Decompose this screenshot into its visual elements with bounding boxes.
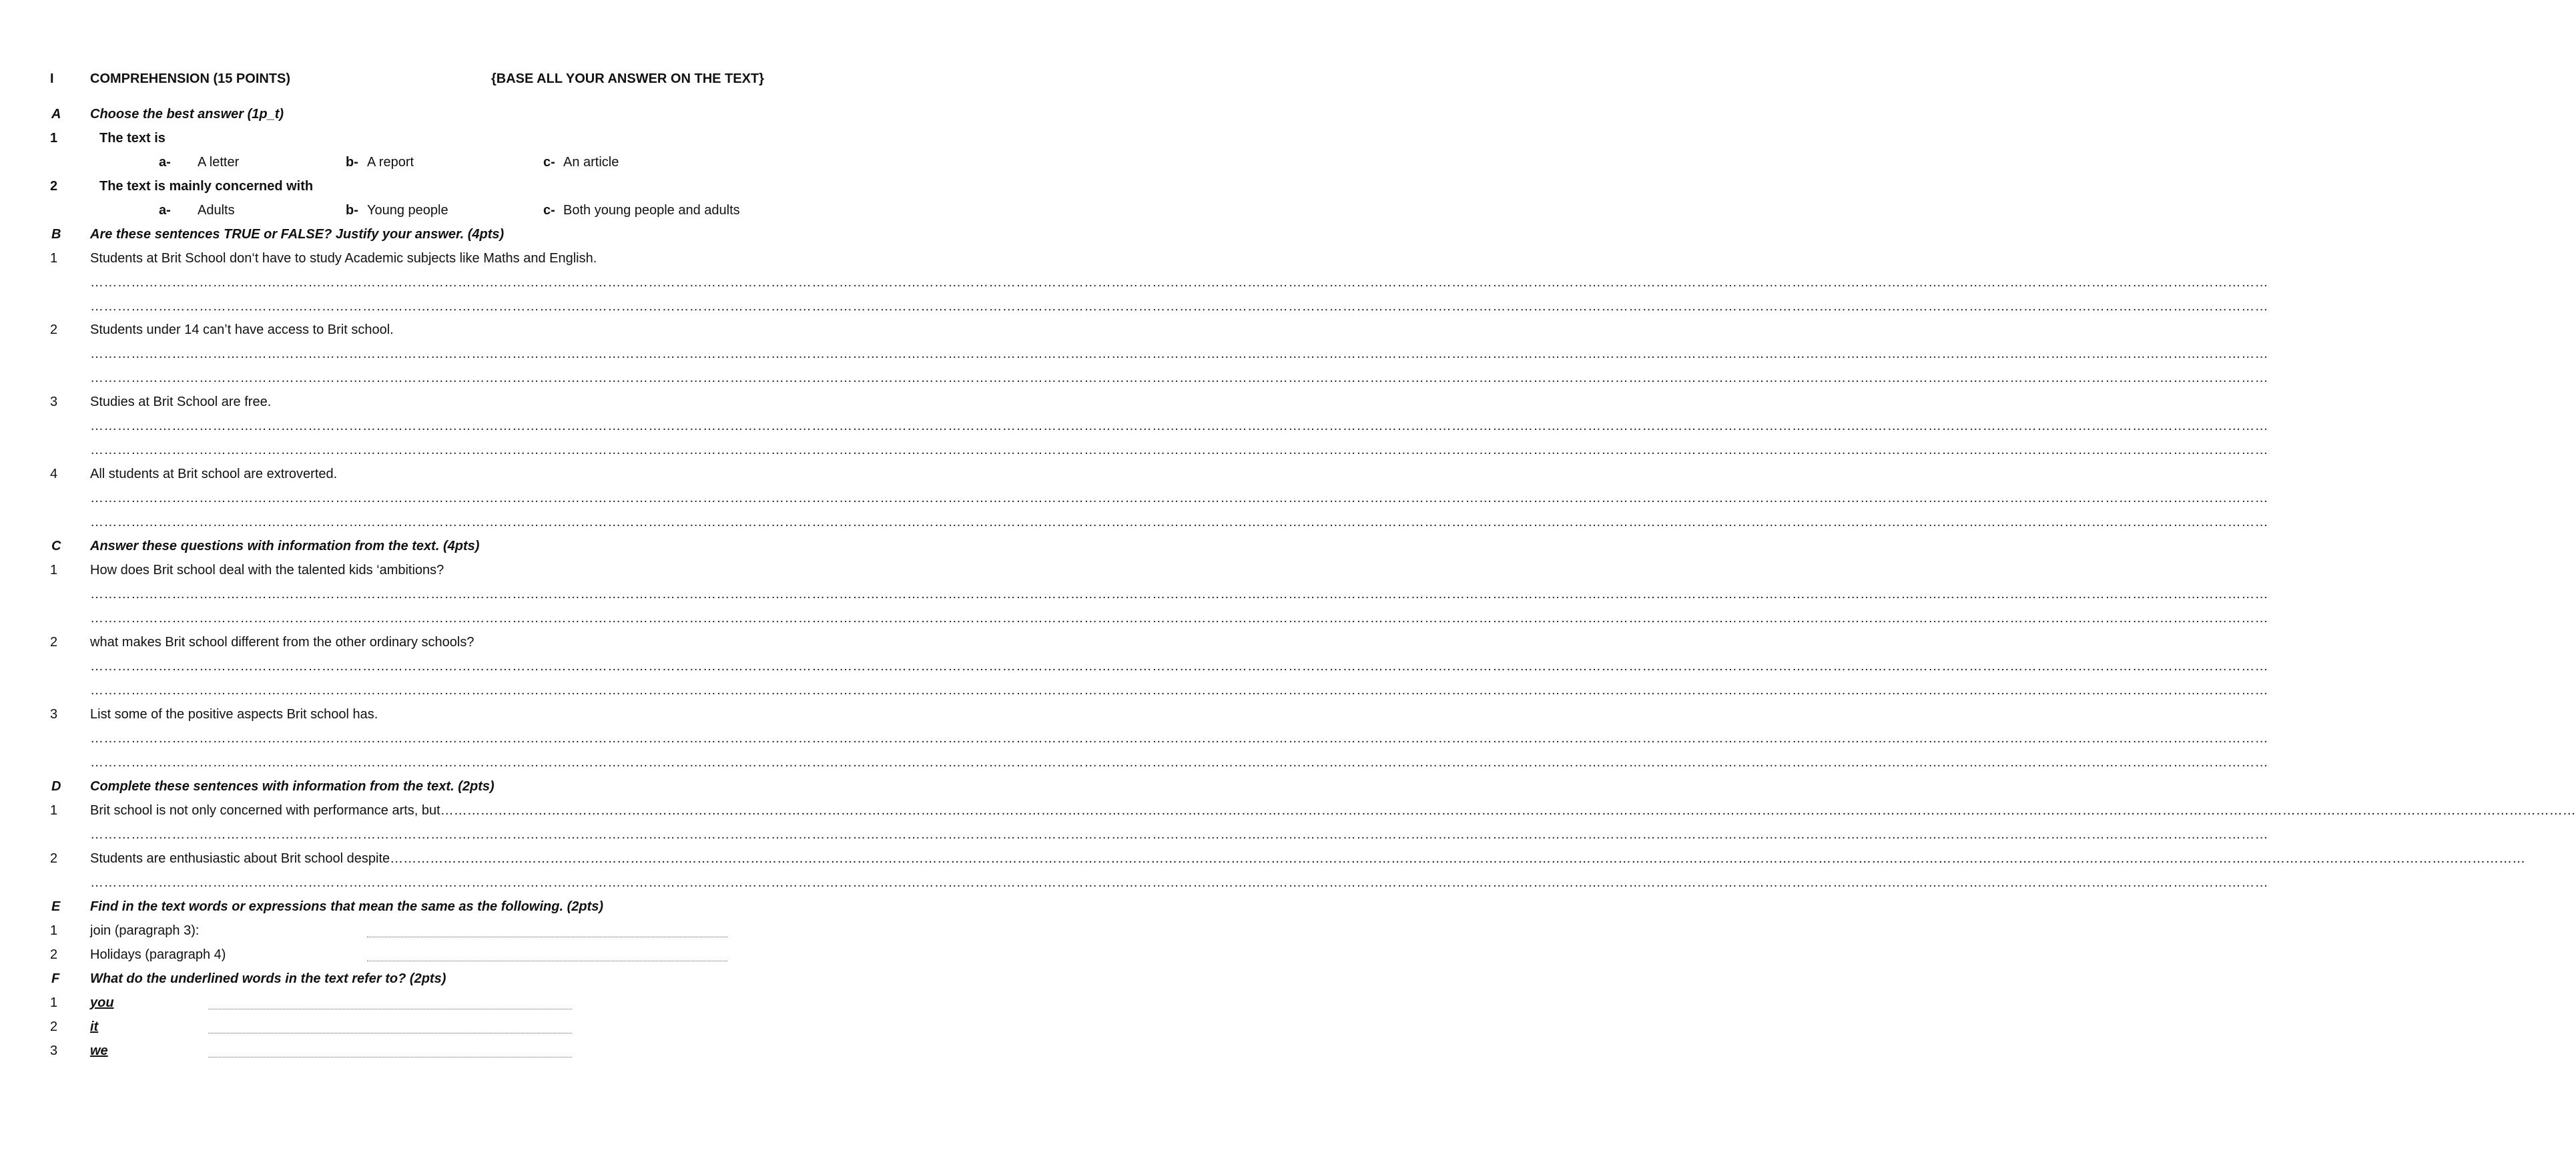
answer-line[interactable]: …………………………………………………………………………………………………………………………………………………………………………………………………………………………………………………………………………………………………………………………………………………………………………………………………………………………………………: [90, 299, 2268, 314]
item-text: Students under 14 can’t have access to Brit school.: [90, 322, 394, 337]
option-mark: a-: [159, 203, 171, 218]
answer-line[interactable]: …………………………………………………………………………………………………………………………………………………………………………………………………………………………………………………………………………………………………………………………………………………………………………………………………………………………………………: [90, 875, 2268, 890]
option-mark: c-: [543, 155, 555, 170]
answer-line[interactable]: …………………………………………………………………………………………………………………………………………………………………………………………………………………………………………………………………………………………………………………………………………………………………………………………………………………………………………: [90, 419, 2268, 433]
answer-line[interactable]: …………………………………………………………………………………………………………………………………………………………………………………………………………………………………………………………………………………………………………………………………………………………………………………………………………………………………………: [90, 275, 2268, 290]
item-number: 1: [50, 923, 58, 938]
item-number: 4: [50, 467, 58, 481]
part-c-letter: C: [51, 539, 61, 553]
underlined-word: it: [90, 1019, 99, 1034]
answer-line[interactable]: [208, 1057, 572, 1058]
option-mark: b-: [346, 203, 358, 218]
part-d-letter: D: [51, 779, 61, 794]
answer-line[interactable]: …………………………………………………………………………………………………………………………………………………………………………………………………………………………………………………………………………………………………………………………………………………………………………………………………………………………………………: [90, 346, 2268, 361]
option-c[interactable]: Both young people and adults: [563, 203, 740, 218]
item-text: Students are enthusiastic about Brit school despite: [90, 851, 390, 866]
section-title: COMPREHENSION (15 POINTS): [90, 71, 291, 86]
part-f-title: What do the underlined words in the text refer to? (2pts): [90, 971, 446, 986]
part-e-title: Find in the text words or expressions that mean the same as the following. (2pts): [90, 899, 604, 914]
section-number: I: [50, 71, 54, 86]
part-d-title: Complete these sentences with information from the text. (2pts): [90, 779, 495, 794]
part-b-letter: B: [51, 227, 61, 242]
option-c[interactable]: An article: [563, 155, 619, 170]
answer-line[interactable]: …………………………………………………………………………………………………………………………………………………………………………………………………………………………………………………………………………………………………………………………………………………………………………………………………………………………………………: [90, 587, 2268, 602]
item-number: 3: [50, 707, 58, 722]
answer-line[interactable]: …………………………………………………………………………………………………………………………………………………………………………………………………………………………………………………………………………………………………………………………………………………………………………………………………………………………………………: [90, 755, 2268, 770]
question-text: The text is: [99, 131, 166, 146]
item-number: 1: [50, 995, 58, 1010]
section-note: {BASE ALL YOUR ANSWER ON THE TEXT}: [491, 71, 764, 86]
option-a[interactable]: A letter: [198, 155, 240, 170]
item-text: All students at Brit school are extroverted.: [90, 467, 338, 481]
item-text: Holidays (paragraph 4): [90, 947, 226, 962]
answer-line[interactable]: …………………………………………………………………………………………………………………………………………………………………………………………………………………………………………………………………………………………………………………………………………………………………………………………………………………………………………: [90, 659, 2268, 674]
part-a-letter: A: [51, 107, 61, 122]
answer-line[interactable]: …………………………………………………………………………………………………………………………………………………………………………………………………………………………………………………………………………………………………………………………………………………………………………………………………………………………………………: [90, 827, 2268, 842]
item-text: join (paragraph 3):: [90, 923, 200, 938]
item-text: Students at Brit School don‘t have to study Academic subjects like Maths and English.: [90, 251, 597, 266]
answer-line[interactable]: …………………………………………………………………………………………………………………………………………………………………………………………………………………………………………………………………………………………………………………………………………………………………………………………………………………………………………: [90, 731, 2268, 746]
option-mark: b-: [346, 155, 358, 170]
question-number: 1: [50, 131, 58, 146]
item-number: 3: [50, 395, 58, 409]
part-a-title: Choose the best answer (1p_t): [90, 107, 284, 122]
item-text: Studies at Brit School are free.: [90, 395, 272, 409]
item-number: 2: [50, 1019, 58, 1034]
answer-line[interactable]: …………………………………………………………………………………………………………………………………………………………………………………………………………………………………………………………………………………………………………………………………………………………………………………………………………………………………………: [90, 515, 2268, 529]
answer-blank[interactable]: …………………………………………………………………………………………………………………………………………………………………………………………………………………………………………………………………………………………………………………………………………………………………………………………………………………………………………: [390, 851, 2526, 866]
completion-line: [90, 851, 2526, 867]
option-b[interactable]: Young people: [367, 203, 448, 218]
part-b-title: Are these sentences TRUE or FALSE? Justify your answer. (4pts): [90, 227, 505, 242]
item-text: Brit school is not only concerned with performance arts, but: [90, 803, 440, 818]
question-number: 2: [50, 179, 58, 194]
answer-line[interactable]: …………………………………………………………………………………………………………………………………………………………………………………………………………………………………………………………………………………………………………………………………………………………………………………………………………………………………………: [90, 443, 2268, 457]
completion-line: [90, 803, 2576, 818]
item-text: List some of the positive aspects Brit school has.: [90, 707, 378, 722]
answer-line[interactable]: …………………………………………………………………………………………………………………………………………………………………………………………………………………………………………………………………………………………………………………………………………………………………………………………………………………………………………: [90, 611, 2268, 626]
underlined-word: we: [90, 1043, 108, 1058]
item-number: 3: [50, 1043, 58, 1058]
question-text: The text is mainly concerned with: [99, 179, 314, 194]
item-text: How does Brit school deal with the talented kids ‘ambitions?: [90, 563, 444, 577]
item-number: 1: [50, 803, 58, 818]
answer-blank[interactable]: …………………………………………………………………………………………………………………………………………………………………………………………………………………………………………………………………………………………………………………………………………………………………………………………………………………………………………: [440, 803, 2576, 818]
item-number: 2: [50, 947, 58, 962]
item-number: 1: [50, 251, 58, 266]
part-e-letter: E: [51, 899, 61, 914]
underlined-word: you: [90, 995, 114, 1010]
answer-line[interactable]: …………………………………………………………………………………………………………………………………………………………………………………………………………………………………………………………………………………………………………………………………………………………………………………………………………………………………………: [90, 683, 2268, 698]
item-number: 2: [50, 635, 58, 650]
option-mark: c-: [543, 203, 555, 218]
item-number: 2: [50, 851, 58, 866]
item-number: 2: [50, 322, 58, 337]
option-b[interactable]: A report: [367, 155, 414, 170]
answer-line[interactable]: …………………………………………………………………………………………………………………………………………………………………………………………………………………………………………………………………………………………………………………………………………………………………………………………………………………………………………: [90, 371, 2268, 385]
part-c-title: Answer these questions with information from the text. (4pts): [90, 539, 480, 553]
item-text: what makes Brit school different from the other ordinary schools?: [90, 635, 474, 650]
answer-line[interactable]: …………………………………………………………………………………………………………………………………………………………………………………………………………………………………………………………………………………………………………………………………………………………………………………………………………………………………………: [90, 491, 2268, 505]
option-a[interactable]: Adults: [198, 203, 235, 218]
option-mark: a-: [159, 155, 171, 170]
part-f-letter: F: [51, 971, 60, 986]
item-number: 1: [50, 563, 58, 577]
